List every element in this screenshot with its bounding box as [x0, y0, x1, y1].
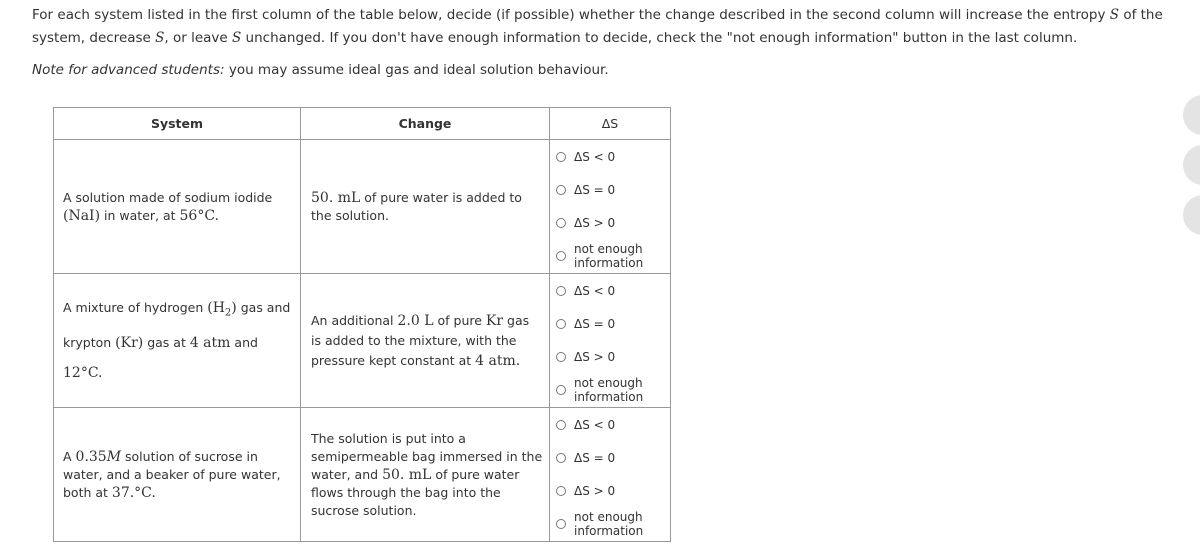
molarity-unit: M [106, 448, 122, 465]
change-text: The solution is put into a [311, 430, 466, 446]
radio-button[interactable] [556, 420, 566, 430]
change-cell [301, 140, 550, 274]
formula: (Kr) [115, 335, 144, 352]
option-label: ΔS > 0 [574, 350, 616, 364]
radio-button[interactable] [556, 319, 566, 329]
entropy-symbol: S [1109, 7, 1120, 23]
change-text: water, and [311, 466, 383, 482]
change-text: of pure [433, 312, 486, 328]
formula: ) [231, 299, 237, 316]
entropy-symbol: S [155, 30, 165, 46]
note-text: you may assume ideal gas and ideal solution behaviour. [224, 62, 609, 78]
option-label: ΔS > 0 [574, 216, 616, 230]
entropy-symbol: S [232, 30, 242, 46]
option-not-enough-info[interactable] [550, 374, 670, 407]
entropy-table [53, 107, 671, 542]
option-label: ΔS = 0 [574, 317, 616, 331]
quantity: 50. mL [382, 466, 432, 483]
radio-button[interactable] [556, 218, 566, 228]
radio-button[interactable] [556, 486, 566, 496]
system-text: in water, at [100, 207, 180, 223]
concentration: 0.35 [75, 448, 107, 465]
radio-button[interactable] [556, 453, 566, 463]
header-delta-s: ΔS [550, 108, 671, 140]
options-cell [550, 408, 671, 542]
option-label: not enough information [574, 510, 644, 538]
formula: Kr [485, 312, 504, 329]
option-label: ΔS = 0 [574, 183, 616, 197]
side-tool-circle[interactable] [1183, 95, 1200, 135]
change-text: of pure water is added to [360, 189, 522, 205]
pressure: 4 atm [189, 335, 231, 352]
option-label: not enough information [574, 376, 644, 404]
option-zero[interactable] [550, 308, 670, 341]
radio-button[interactable] [556, 519, 566, 529]
formula: (NaI) [63, 207, 101, 224]
system-text: and [230, 335, 258, 351]
formula: (H [207, 299, 225, 316]
quantity: 50. mL [311, 189, 361, 206]
option-label: ΔS = 0 [574, 451, 616, 465]
change-text: gas [503, 312, 530, 328]
instructions-part: , or leave [164, 30, 233, 46]
table-row [54, 408, 671, 542]
pressure: 4 atm. [475, 352, 521, 369]
header-system: System [54, 108, 301, 140]
side-tool-circle[interactable] [1183, 145, 1200, 185]
side-tool-circle[interactable] [1183, 195, 1200, 235]
system-cell [54, 408, 301, 542]
system-text: both at [63, 484, 112, 500]
change-text: flows through the bag into the [311, 484, 501, 500]
option-positive[interactable] [550, 207, 670, 240]
formula-subscript: 2 [224, 307, 232, 319]
system-text: gas and [236, 299, 291, 315]
option-negative[interactable] [550, 275, 670, 308]
option-label: ΔS < 0 [574, 418, 616, 432]
radio-button[interactable] [556, 385, 566, 395]
temperature: 37.°C. [111, 484, 156, 501]
change-cell [301, 408, 550, 542]
system-text: A solution made of sodium iodide [63, 189, 273, 205]
table-row [54, 274, 671, 408]
options-cell [550, 140, 671, 274]
option-label: ΔS > 0 [574, 484, 616, 498]
instructions-part: For each system listed in the first column of the table below, decide (if possible) whether the change described in the second column will increase the entropy [32, 7, 1110, 23]
system-text: gas at [143, 335, 190, 351]
change-text: An additional [311, 312, 398, 328]
note-label: Note for advanced students: [32, 62, 225, 78]
options-cell [550, 274, 671, 408]
change-text: is added to the mixture, with the [311, 332, 517, 348]
option-negative[interactable] [550, 141, 670, 174]
option-label: ΔS < 0 [574, 150, 616, 164]
system-cell [54, 274, 301, 408]
change-cell [301, 274, 550, 408]
radio-button[interactable] [556, 352, 566, 362]
option-negative[interactable] [550, 409, 670, 442]
header-change: Change [301, 108, 550, 140]
option-positive[interactable] [550, 341, 670, 374]
table-row [54, 140, 671, 274]
system-text: A mixture of hydrogen [63, 299, 208, 315]
system-text: solution of sucrose in [121, 448, 258, 464]
change-text: semipermeable bag immersed in the [311, 448, 543, 464]
instructions-text [32, 4, 1172, 50]
radio-button[interactable] [556, 286, 566, 296]
system-text: krypton [63, 335, 116, 351]
option-zero[interactable] [550, 174, 670, 207]
change-text: of pure water [431, 466, 520, 482]
option-not-enough-info[interactable] [550, 240, 670, 273]
instructions-part: of the system, decrease [32, 7, 1163, 46]
system-cell [54, 140, 301, 274]
temperature: 56°C. [179, 207, 219, 224]
system-text: water, and a beaker of pure water, [63, 466, 281, 482]
radio-button[interactable] [556, 251, 566, 261]
option-label: not enough information [574, 242, 644, 270]
table-header-row [54, 108, 671, 140]
quantity: 2.0 L [397, 312, 434, 329]
option-label: ΔS < 0 [574, 284, 616, 298]
radio-button[interactable] [556, 185, 566, 195]
temperature: 12°C. [63, 365, 103, 382]
radio-button[interactable] [556, 152, 566, 162]
option-not-enough-info[interactable] [550, 508, 670, 541]
instructions-part: unchanged. If you don't have enough information to decide, check the "not enough information" button in the last column. [241, 30, 1078, 46]
option-zero[interactable] [550, 442, 670, 475]
option-positive[interactable] [550, 475, 670, 508]
change-text: the solution. [311, 207, 389, 223]
advanced-note [32, 62, 609, 78]
system-text: A [63, 448, 76, 464]
change-text: sucrose solution. [311, 502, 417, 518]
change-text: pressure kept constant at [311, 352, 476, 368]
